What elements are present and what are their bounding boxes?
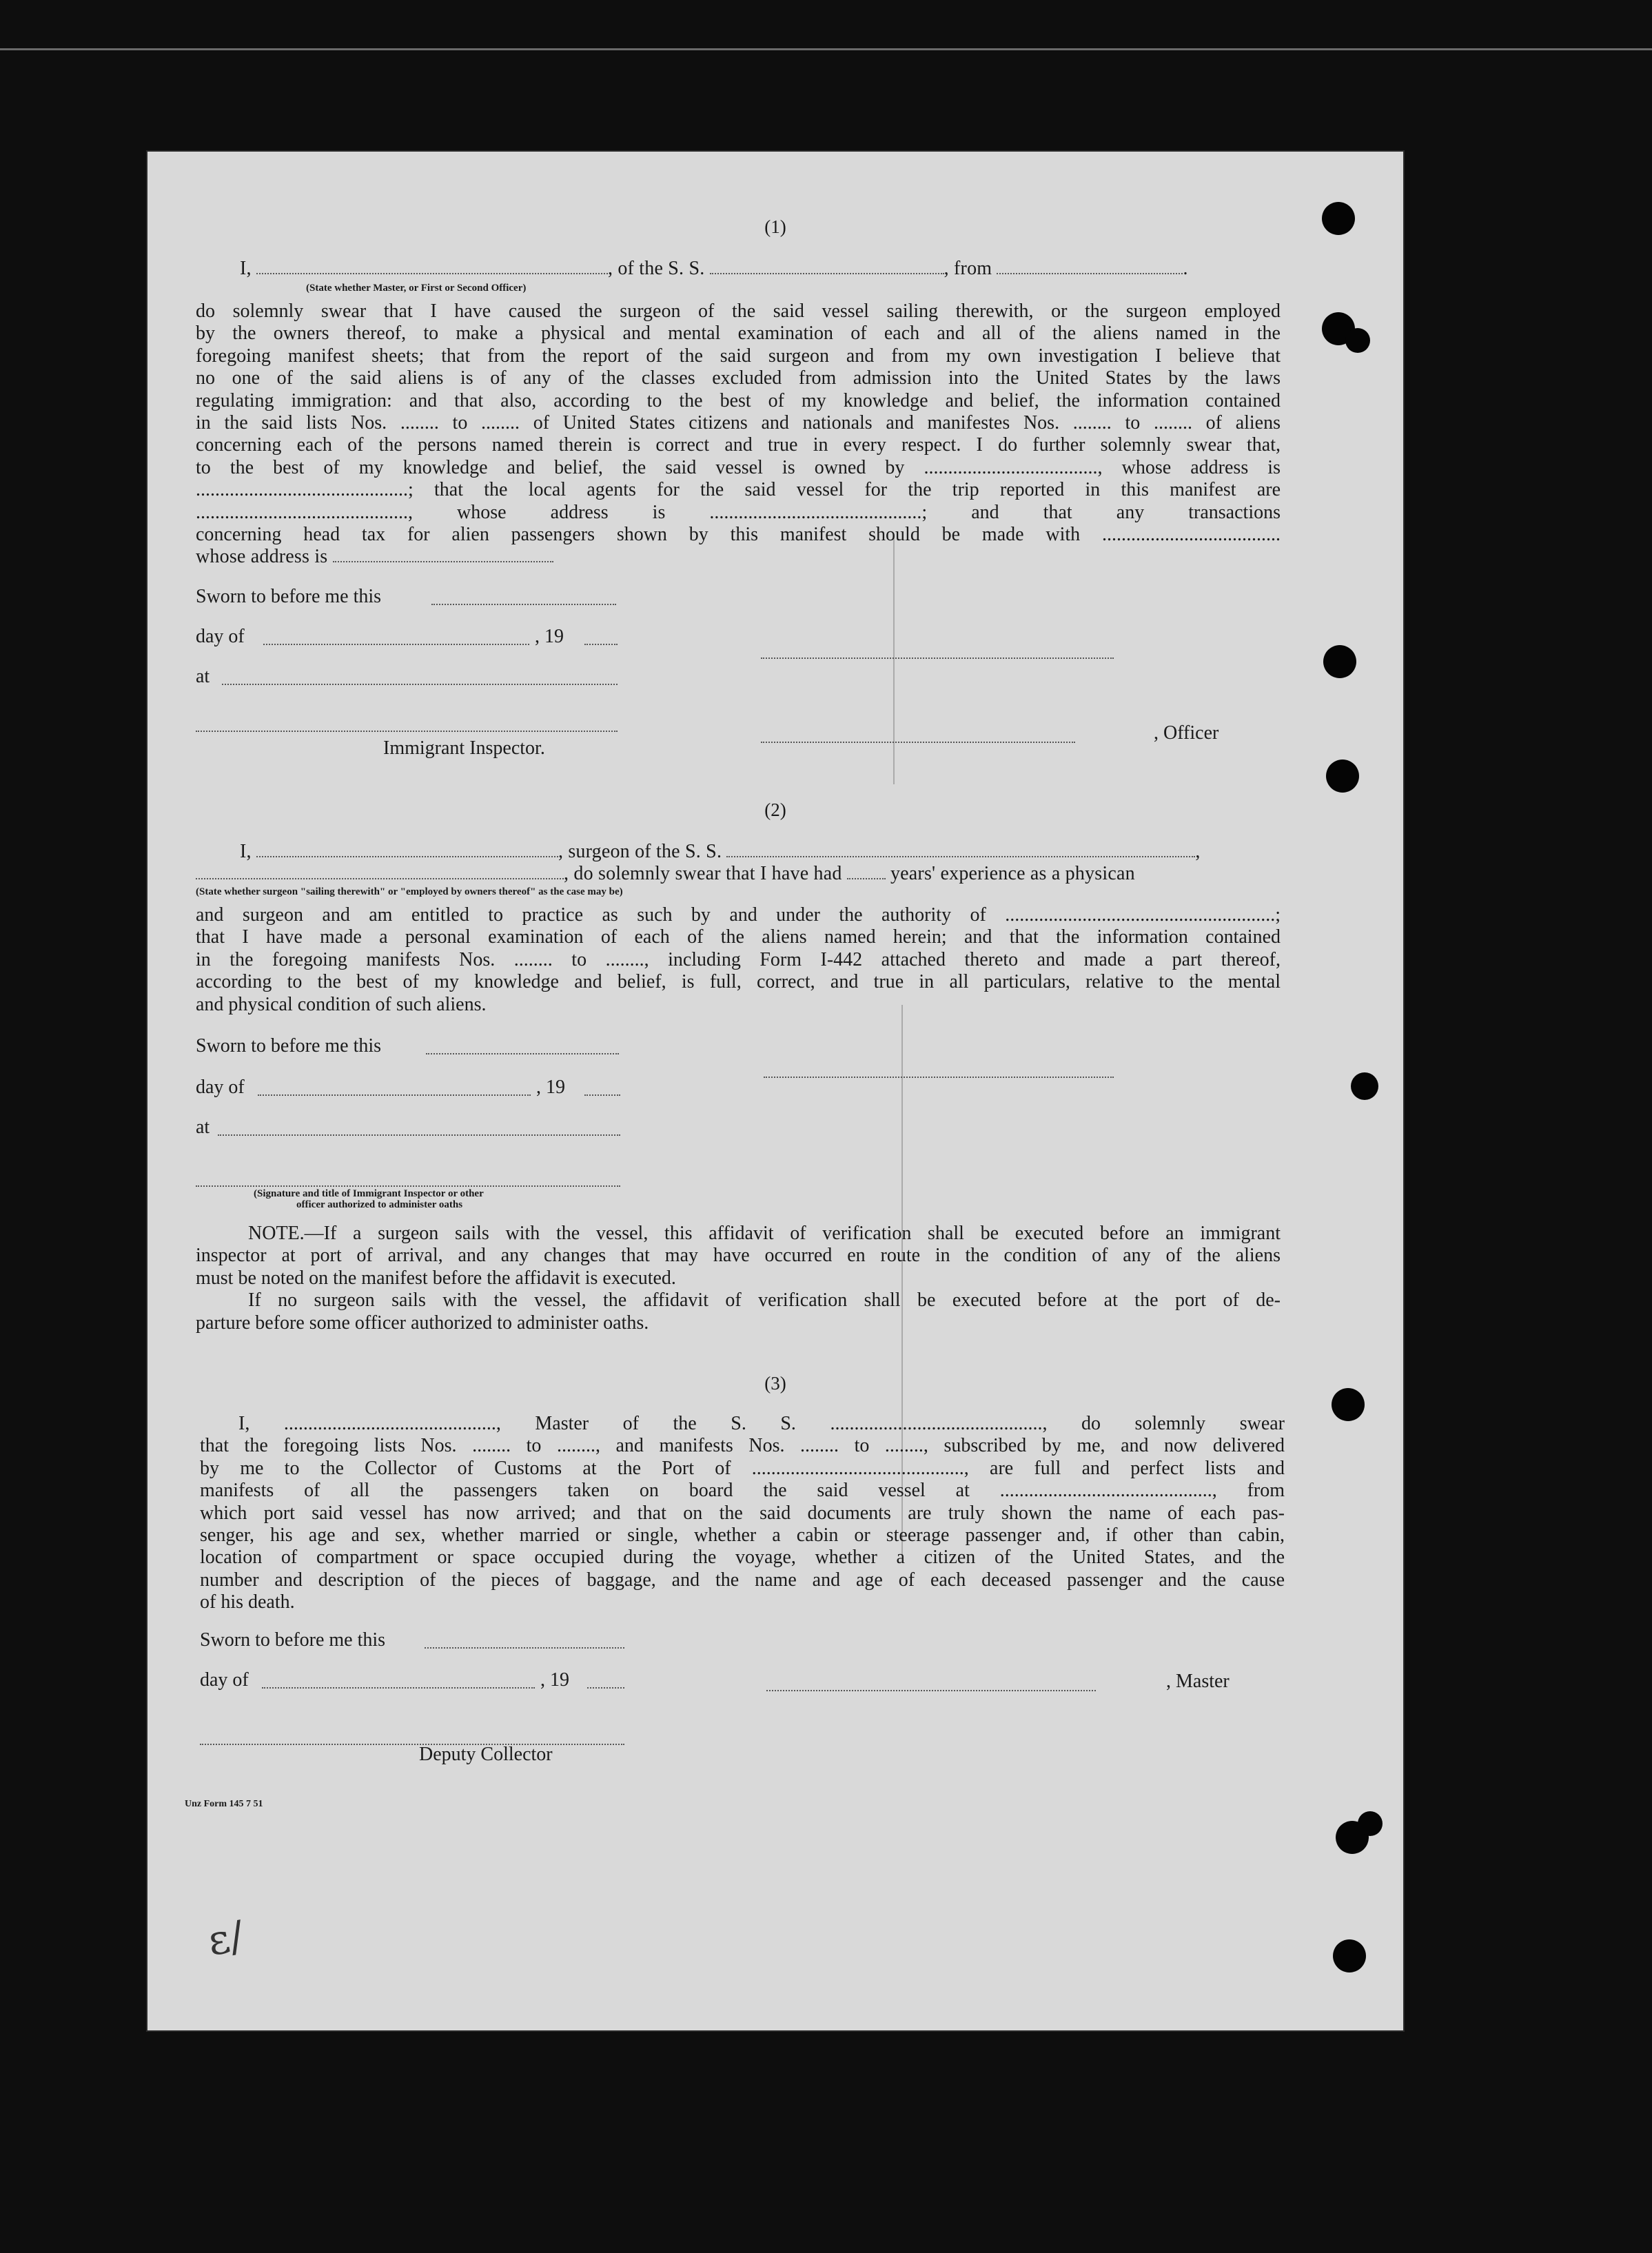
section-2-paragraph: and surgeon and am entitled to practice as such by and under the authority of ........................................................; that I have made a personal examination of each of the aliens named herein; and that the information contained in the foregoing manifests Nos. ........ to ........, including Form I-442 attached thereto and made a part thereof, according to the best of my knowledge and belief, is full, correct, and true in all particulars, relative to the mental and physical condition of such aliens. xyxy=(196,904,1281,1015)
day-of-label-2: day of xyxy=(196,1077,245,1098)
surgeon-sig-line xyxy=(764,1075,1114,1078)
master-sig-line xyxy=(766,1689,1096,1691)
punch-hole xyxy=(1333,1939,1366,1972)
sig-note-2: officer authorized to administer oaths xyxy=(296,1199,463,1210)
inspector-label: Immigrant Inspector. xyxy=(383,737,545,759)
day-of-label: day of xyxy=(196,626,245,647)
at-label-2: at xyxy=(196,1117,210,1138)
at-blank xyxy=(222,682,618,685)
officer-sig-line xyxy=(761,740,1075,743)
year-label: , 19 xyxy=(535,626,564,647)
punch-hole xyxy=(1345,328,1370,353)
handwritten-mark: ɛ/ xyxy=(204,1912,248,1966)
section-3-paragraph: I, ............................................, Master of the S. S. ............................................, do solemnly swear that the foregoing lists Nos. ........ to ........, and manifests Nos. ........ to ........, subscribed by me, and now delivered by me to the Collector of Customs at the Port of ............................................, are full and perfect lists and manifests of all the passengers taken on board the said vessel at ............................................, from which port said vessel has now arrived; and that on the said documents are truly shown the name of each pas- senger, his age and sex, whether married or single, whether a cabin or steerage passenger and, if other than cabin, location of compartment or space occupied during the voyage, whether a citizen of the United States, and the number and description of the pieces of baggage, and the name and age of each deceased passenger and the cause of his death. xyxy=(200,1413,1285,1613)
note-paragraph: NOTE.—If a surgeon sails with the vessel, this affidavit of verification shall be executed before an immigrant inspector at port of arrival, and any changes that may have occurred en route in the condition of any of the aliens must be noted on the manifest before the affidavit is executed. If no surgeon sails with the vessel, the affidavit of verification shall be executed before at the port of de- parture before some officer authorized to administer oaths. xyxy=(196,1223,1281,1334)
section-1-number: (1) xyxy=(764,216,786,237)
inspector-sig-line-2 xyxy=(196,1184,620,1187)
section-2-note: (State whether surgeon "sailing therewith" or "employed by owners thereof" as the case may be) xyxy=(196,886,623,897)
section-1-line-1: I, , of the S. S. , from . xyxy=(240,258,1188,279)
signature-line-right xyxy=(761,656,1114,659)
section-3-number: (3) xyxy=(764,1373,786,1394)
punch-hole xyxy=(1326,760,1359,793)
blank-vessel xyxy=(710,259,944,274)
sig-note-1: (Signature and title of Immigrant Inspector or other xyxy=(254,1188,484,1199)
at-blank-2 xyxy=(218,1133,620,1136)
day-blank xyxy=(263,642,529,645)
scan-border xyxy=(0,48,1652,50)
sworn-label-2: Sworn to before me this xyxy=(196,1035,382,1057)
master-label: , Master xyxy=(1166,1671,1230,1692)
section-2-line-1: I, , surgeon of the S. S. , xyxy=(240,841,1201,862)
section-1-paragraph: do solemnly swear that I have caused the surgeon of the said vessel sailing therewith, or the surgeon employed by the owners thereof, to make a physical and mental examination of each and all of the aliens named in the foregoing manifest sheets; that from the report of the said surgeon and from my own investigation I believe that no one of the said aliens is of any of the classes excluded from admission into the United States by the laws regulating immigration: and that also, according to the best of my knowledge and belief, the information contained in the said lists Nos. ........ to ........ of United States citizens and nationals and manifestes Nos. ........ to ........ of aliens concerning each of the persons named therein is correct and true in every respect. I do further solemnly swear that, to the best of my knowledge and belief, the said vessel is owned by ...................................., whose address is ............................................; that the local agents for the said vessel for the trip reported in this manifest are ............................................, whose address is ............................................; and that any transactions concerning head tax for alien passengers shown by this manifest should be made with ..................................... xyxy=(196,300,1281,546)
year-label-3: , 19 xyxy=(540,1669,569,1691)
day-of-label-3: day of xyxy=(200,1669,249,1691)
fold-line xyxy=(893,536,895,784)
day-blank-3 xyxy=(262,1686,535,1689)
day-blank-2 xyxy=(258,1093,531,1096)
officer-label: , Officer xyxy=(1154,722,1219,744)
section-2-line-2: , do solemnly swear that I have had years' experience as a physican xyxy=(196,863,1135,885)
blank-from xyxy=(997,259,1183,274)
section-2-number: (2) xyxy=(764,799,786,820)
sworn-blank-2 xyxy=(426,1052,619,1054)
sworn-blank xyxy=(431,602,616,605)
blank-officer xyxy=(256,259,608,274)
year-blank xyxy=(584,642,618,645)
at-label: at xyxy=(196,666,210,687)
year-blank-3 xyxy=(587,1686,624,1689)
punch-hole xyxy=(1323,645,1356,678)
whose-address-line: whose address is xyxy=(196,546,553,568)
punch-hole xyxy=(1358,1811,1383,1836)
year-label-2: , 19 xyxy=(536,1077,565,1098)
sworn-blank-3 xyxy=(425,1646,624,1649)
sworn-label: Sworn to before me this xyxy=(196,586,382,607)
sworn-label-3: Sworn to before me this xyxy=(200,1629,386,1651)
punch-hole xyxy=(1351,1072,1378,1100)
deputy-label: Deputy Collector xyxy=(419,1744,553,1765)
form-id: Unz Form 145 7 51 xyxy=(185,1799,263,1809)
deputy-sig-line xyxy=(200,1742,624,1745)
section-1-note: (State whether Master, or First or Second Officer) xyxy=(306,283,527,294)
inspector-sig-line xyxy=(196,729,618,732)
document-page xyxy=(146,150,1405,2032)
year-blank-2 xyxy=(584,1093,620,1096)
